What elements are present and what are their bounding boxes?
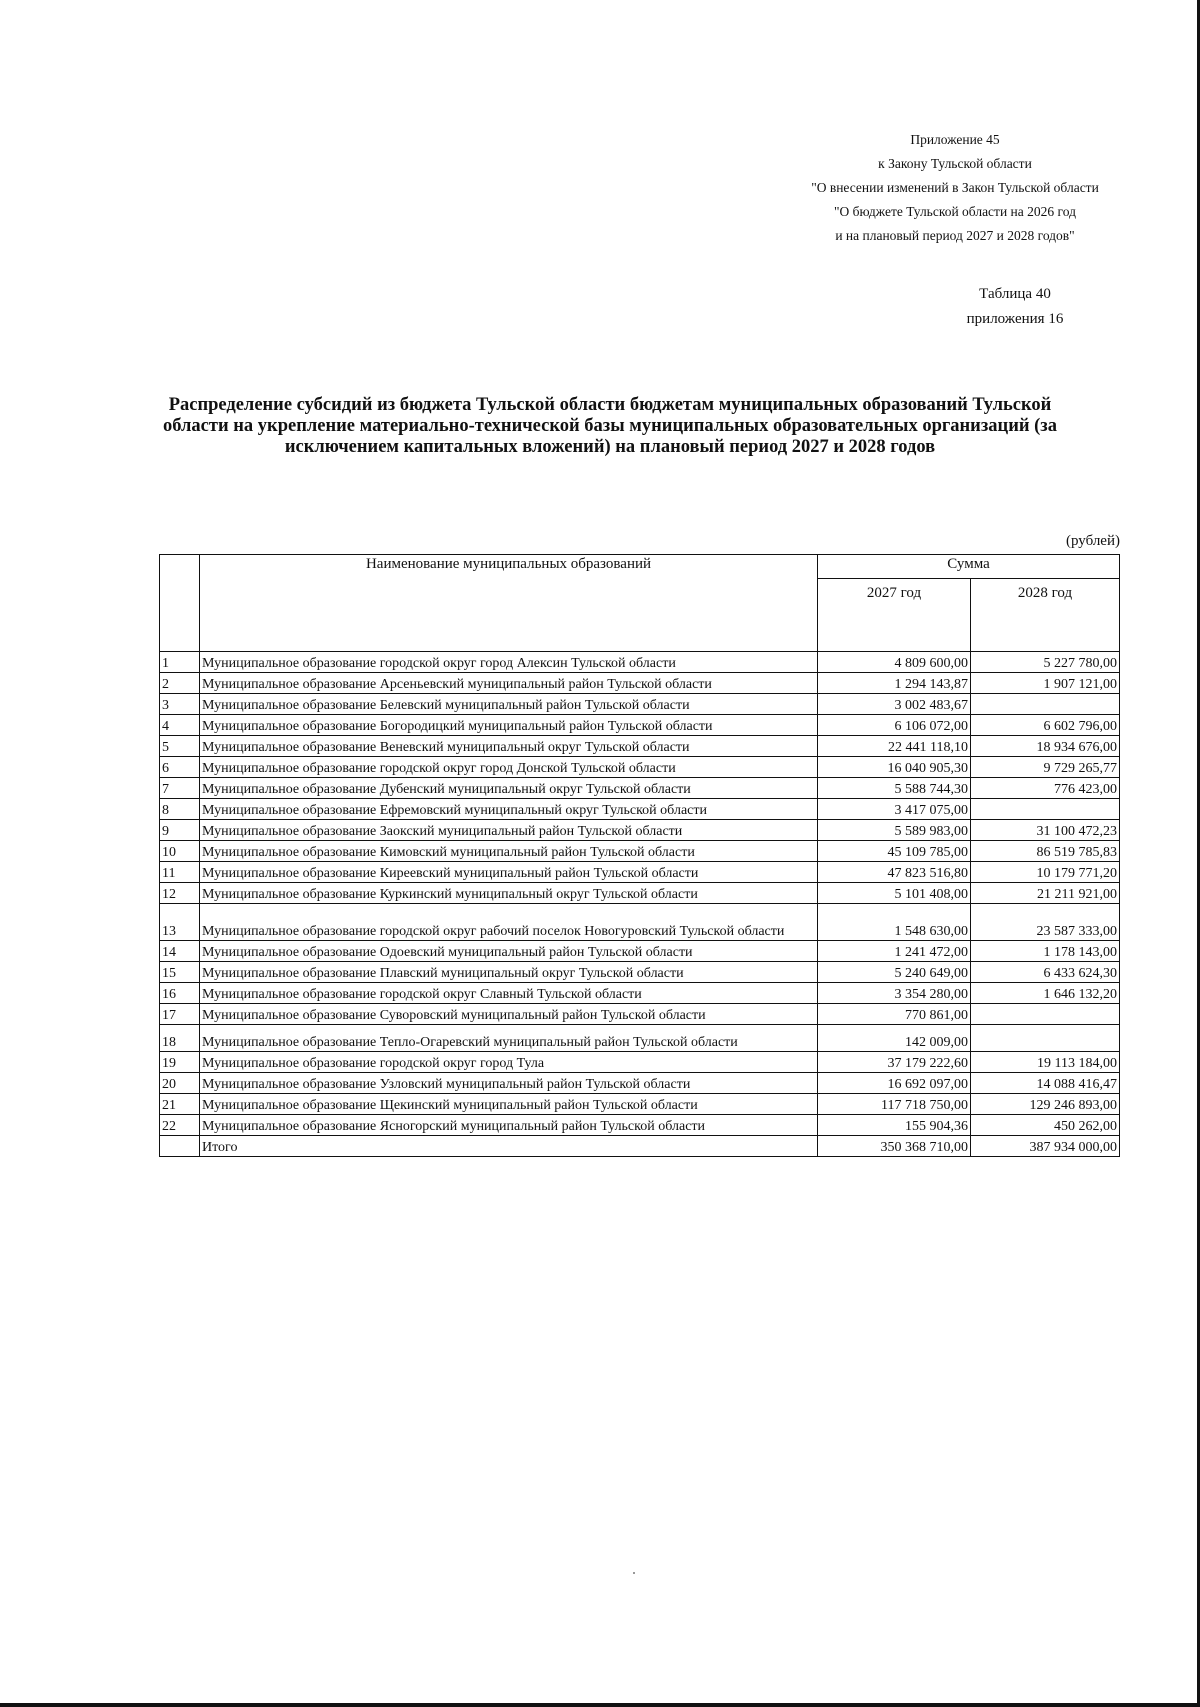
row-number: 3 <box>160 694 200 715</box>
table-row <box>160 962 1120 983</box>
table-row <box>160 1025 1120 1052</box>
row-municipality-name: Муниципальное образование Ясногорский муниципальный район Тульской области <box>200 1115 818 1136</box>
table-reference <box>945 282 1085 332</box>
row-amount-2027: 4 809 600,00 <box>818 652 971 673</box>
row-number: 6 <box>160 757 200 778</box>
total-amount-2028: 387 934 000,00 <box>971 1136 1120 1157</box>
document-title: Распределение субсидий из бюджета Тульской области бюджетам муниципальных образований Тульской области на укрепление материально-технической базы муниципальных образовательных организаций (за исключением капитальных вложений) на плановый период 2027 и 2028 годов <box>163 395 1057 457</box>
row-amount-2028 <box>971 799 1120 820</box>
header-sum: Сумма <box>818 555 1120 579</box>
total-amount-2027: 350 368 710,00 <box>818 1136 971 1157</box>
table-row <box>160 652 1120 673</box>
row-amount-2027: 155 904,36 <box>818 1115 971 1136</box>
row-amount-2028: 1 907 121,00 <box>971 673 1120 694</box>
row-amount-2027: 6 106 072,00 <box>818 715 971 736</box>
row-amount-2028: 21 211 921,00 <box>971 883 1120 904</box>
appendix-line: и на плановый период 2027 и 2028 годов" <box>835 228 1075 243</box>
row-number: 20 <box>160 1073 200 1094</box>
row-municipality-name: Муниципальное образование городской округ город Алексин Тульской области <box>200 652 818 673</box>
row-amount-2028: 6 602 796,00 <box>971 715 1120 736</box>
row-municipality-name: Муниципальное образование Одоевский муниципальный район Тульской области <box>200 941 818 962</box>
row-amount-2027: 770 861,00 <box>818 1004 971 1025</box>
row-amount-2028: 23 587 333,00 <box>971 904 1120 941</box>
table-row <box>160 799 1120 820</box>
header-number-cell <box>160 555 200 652</box>
table-row <box>160 694 1120 715</box>
row-municipality-name: Муниципальное образование Плавский муниципальный округ Тульской области <box>200 962 818 983</box>
table-row <box>160 883 1120 904</box>
row-municipality-name: Муниципальное образование Узловский муниципальный район Тульской области <box>200 1073 818 1094</box>
row-amount-2027: 1 548 630,00 <box>818 904 971 941</box>
row-number: 10 <box>160 841 200 862</box>
table-row <box>160 1094 1120 1115</box>
row-number: 4 <box>160 715 200 736</box>
table-row <box>160 1115 1120 1136</box>
table-row <box>160 1073 1120 1094</box>
table-row <box>160 673 1120 694</box>
row-amount-2028: 18 934 676,00 <box>971 736 1120 757</box>
header-year-2028: 2028 год <box>971 579 1120 652</box>
appendix-line: к Закону Тульской области <box>878 156 1032 171</box>
row-amount-2027: 47 823 516,80 <box>818 862 971 883</box>
row-number: 19 <box>160 1052 200 1073</box>
row-amount-2028: 1 646 132,20 <box>971 983 1120 1004</box>
row-number: 16 <box>160 983 200 1004</box>
row-number: 21 <box>160 1094 200 1115</box>
table-header-row <box>160 555 1120 579</box>
row-number: 12 <box>160 883 200 904</box>
row-number: 11 <box>160 862 200 883</box>
row-amount-2027: 16 040 905,30 <box>818 757 971 778</box>
table-row <box>160 841 1120 862</box>
row-municipality-name: Муниципальное образование Кимовский муниципальный район Тульской области <box>200 841 818 862</box>
row-number: 17 <box>160 1004 200 1025</box>
row-amount-2028: 14 088 416,47 <box>971 1073 1120 1094</box>
row-number: 18 <box>160 1025 200 1052</box>
appendix-header <box>780 128 1130 248</box>
row-amount-2027: 37 179 222,60 <box>818 1052 971 1073</box>
row-amount-2028: 129 246 893,00 <box>971 1094 1120 1115</box>
row-amount-2027: 117 718 750,00 <box>818 1094 971 1115</box>
row-number: 13 <box>160 904 200 941</box>
row-amount-2027: 5 101 408,00 <box>818 883 971 904</box>
row-municipality-name: Муниципальное образование Арсеньевский муниципальный район Тульской области <box>200 673 818 694</box>
row-number: 5 <box>160 736 200 757</box>
row-amount-2028: 31 100 472,23 <box>971 820 1120 841</box>
row-amount-2028 <box>971 1025 1120 1052</box>
appendix-line: "О бюджете Тульской области на 2026 год <box>834 204 1076 219</box>
row-municipality-name: Муниципальное образование Белевский муниципальный район Тульской области <box>200 694 818 715</box>
table-row <box>160 736 1120 757</box>
row-number: 8 <box>160 799 200 820</box>
table-row <box>160 1052 1120 1073</box>
table-row <box>160 983 1120 1004</box>
table-row <box>160 941 1120 962</box>
row-amount-2028: 86 519 785,83 <box>971 841 1120 862</box>
table-row <box>160 715 1120 736</box>
table-row <box>160 757 1120 778</box>
row-amount-2027: 45 109 785,00 <box>818 841 971 862</box>
row-amount-2027: 1 241 472,00 <box>818 941 971 962</box>
row-amount-2027: 3 417 075,00 <box>818 799 971 820</box>
row-number: 9 <box>160 820 200 841</box>
row-amount-2028: 6 433 624,30 <box>971 962 1120 983</box>
row-municipality-name: Муниципальное образование городской округ город Тула <box>200 1052 818 1073</box>
row-amount-2027: 1 294 143,87 <box>818 673 971 694</box>
table-total-row <box>160 1136 1120 1157</box>
row-amount-2027: 3 354 280,00 <box>818 983 971 1004</box>
row-amount-2028: 776 423,00 <box>971 778 1120 799</box>
units-label: (рублей) <box>1065 533 1120 549</box>
table-row <box>160 778 1120 799</box>
appendix-line: "О внесении изменений в Закон Тульской области <box>811 180 1099 195</box>
total-label: Итого <box>200 1136 818 1157</box>
row-municipality-name: Муниципальное образование Куркинский муниципальный округ Тульской области <box>200 883 818 904</box>
row-municipality-name: Муниципальное образование Заокский муниципальный район Тульской области <box>200 820 818 841</box>
row-municipality-name: Муниципальное образование городской округ город Донской Тульской области <box>200 757 818 778</box>
table-row <box>160 904 1120 941</box>
row-municipality-name: Муниципальное образование Щекинский муниципальный район Тульской области <box>200 1094 818 1115</box>
subsidies-table <box>159 554 1120 1157</box>
row-municipality-name: Муниципальное образование Богородицкий муниципальный район Тульской области <box>200 715 818 736</box>
row-municipality-name: Муниципальное образование Тепло-Огаревский муниципальный район Тульской области <box>200 1025 818 1052</box>
row-amount-2028: 1 178 143,00 <box>971 941 1120 962</box>
row-number: 1 <box>160 652 200 673</box>
table-row <box>160 1004 1120 1025</box>
row-municipality-name: Муниципальное образование городской округ рабочий поселок Новогуровский Тульской области <box>200 904 818 941</box>
row-municipality-name: Муниципальное образование Веневский муниципальный округ Тульской области <box>200 736 818 757</box>
row-municipality-name: Муниципальное образование городской округ Славный Тульской области <box>200 983 818 1004</box>
row-amount-2027: 3 002 483,67 <box>818 694 971 715</box>
row-amount-2028: 10 179 771,20 <box>971 862 1120 883</box>
table-body <box>160 652 1120 1157</box>
row-number: 14 <box>160 941 200 962</box>
row-municipality-name: Муниципальное образование Дубенский муниципальный округ Тульской области <box>200 778 818 799</box>
table-row <box>160 820 1120 841</box>
row-municipality-name: Муниципальное образование Ефремовский муниципальный округ Тульской области <box>200 799 818 820</box>
row-amount-2027: 142 009,00 <box>818 1025 971 1052</box>
total-number-cell <box>160 1136 200 1157</box>
row-amount-2027: 5 589 983,00 <box>818 820 971 841</box>
row-number: 15 <box>160 962 200 983</box>
header-year-2027: 2027 год <box>818 579 971 652</box>
row-amount-2028: 450 262,00 <box>971 1115 1120 1136</box>
row-municipality-name: Муниципальное образование Киреевский муниципальный район Тульской области <box>200 862 818 883</box>
row-amount-2027: 16 692 097,00 <box>818 1073 971 1094</box>
row-amount-2028: 9 729 265,77 <box>971 757 1120 778</box>
row-number: 7 <box>160 778 200 799</box>
row-amount-2028: 19 113 184,00 <box>971 1052 1120 1073</box>
row-amount-2027: 5 588 744,30 <box>818 778 971 799</box>
scan-artifact <box>633 1572 635 1574</box>
row-number: 22 <box>160 1115 200 1136</box>
table-ref-line: Таблица 40 <box>979 286 1051 302</box>
row-amount-2028 <box>971 1004 1120 1025</box>
table-row <box>160 862 1120 883</box>
row-amount-2028: 5 227 780,00 <box>971 652 1120 673</box>
header-name: Наименование муниципальных образований <box>200 555 818 652</box>
row-amount-2028 <box>971 694 1120 715</box>
row-amount-2027: 22 441 118,10 <box>818 736 971 757</box>
appendix-line: Приложение 45 <box>910 132 1000 147</box>
table-ref-line: приложения 16 <box>966 311 1064 327</box>
row-number: 2 <box>160 673 200 694</box>
row-municipality-name: Муниципальное образование Суворовский муниципальный район Тульской области <box>200 1004 818 1025</box>
row-amount-2027: 5 240 649,00 <box>818 962 971 983</box>
